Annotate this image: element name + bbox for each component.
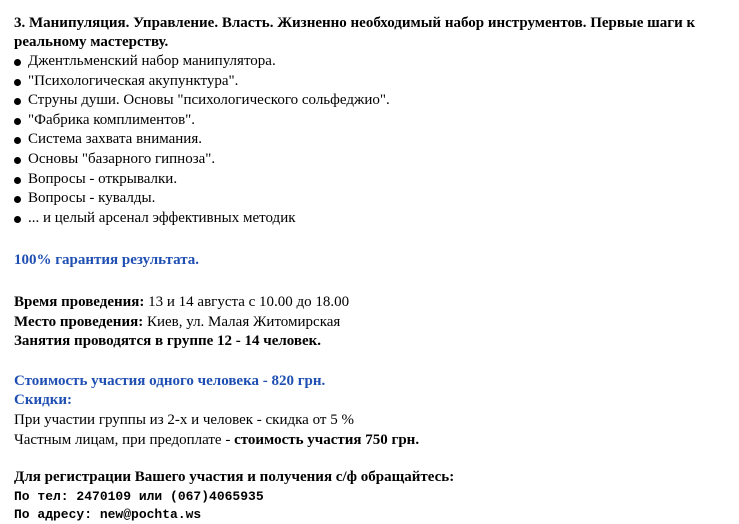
discounts-label: Скидки: xyxy=(14,392,72,409)
private-price-line xyxy=(14,431,739,451)
list-item: Вопросы - открывалки. xyxy=(14,170,739,190)
private-prefix: Частным лицам, при предоплате - xyxy=(14,431,235,448)
registration-intro: Для регистрации Вашего участия и получения с/ф обращайтесь: xyxy=(14,469,455,486)
list-item: Джентльменский набор манипулятора. xyxy=(14,52,739,72)
time-line xyxy=(14,293,739,313)
list-item: "Фабрика комплиментов". xyxy=(14,111,739,131)
email-contact: По адресу: new@pochta.ws xyxy=(14,506,202,522)
list-item: Основы "базарного гипноза". xyxy=(14,150,739,170)
place-line xyxy=(14,313,739,333)
cost-text: Стоимость участия одного человека - 820 грн. xyxy=(14,372,326,389)
group-discount-text: При участии группы из 2-х и человек - скидка от 5 % xyxy=(14,411,354,428)
list-item: Струны души. Основы "психологического сольфеджио". xyxy=(14,91,739,111)
place-value: Киев, ул. Малая Житомирская xyxy=(143,313,341,330)
list-item: ... и целый арсенал эффективных методик xyxy=(14,209,739,229)
private-price: стоимость участия 750 грн. xyxy=(234,431,420,448)
topics-list xyxy=(14,52,739,228)
list-item: Система захвата внимания. xyxy=(14,130,739,150)
place-label: Место проведения: xyxy=(14,313,144,330)
group-note: Занятия проводятся в группе 12 - 14 человек. xyxy=(14,333,322,350)
list-item: Вопросы - кувалды. xyxy=(14,189,739,209)
phone-contact: По тел: 2470109 или (067)4065935 xyxy=(14,488,264,504)
list-item: "Психологическая акупунктура". xyxy=(14,72,739,92)
time-value: 13 и 14 августа с 10.00 до 18.00 xyxy=(144,293,350,310)
time-label: Время проведения: xyxy=(14,293,145,310)
guarantee-text: 100% гарантия результата. xyxy=(14,252,200,269)
section-heading: 3. Манипуляция. Управление. Власть. Жизненно необходимый набор инструментов. Первые шаги к реальному мастерству. xyxy=(14,15,696,50)
